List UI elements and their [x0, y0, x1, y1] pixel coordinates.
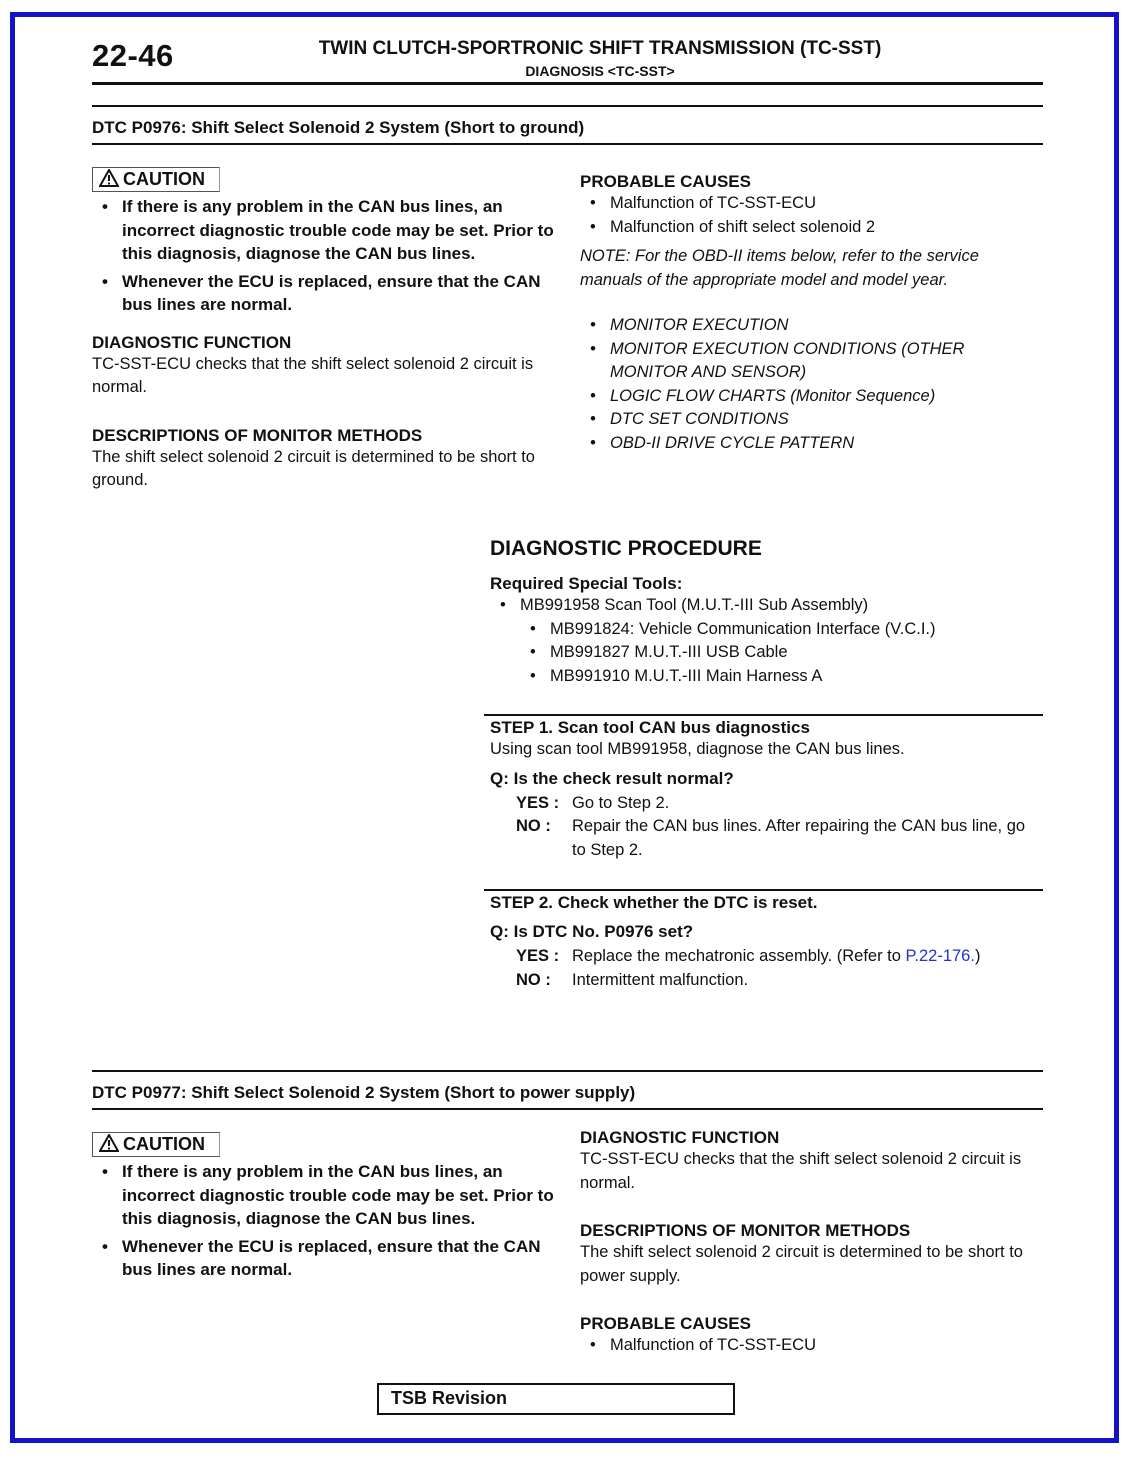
- tsb-revision-box: TSB Revision: [377, 1383, 735, 1415]
- step1-text: Using scan tool MB991958, diagnose the CAN bus lines.: [490, 740, 905, 758]
- dtc2-right-column: [580, 1128, 1042, 1358]
- dtc1-probable-list: [580, 192, 1042, 239]
- list-item: • MONITOR EXECUTION CONDITIONS (OTHER MONITOR AND SENSOR): [580, 338, 1042, 385]
- caution-text: CAUTION: [123, 1134, 205, 1154]
- dtc1-probable-heading: PROBABLE CAUSES: [580, 172, 751, 191]
- dtc2-caution-list: [92, 1160, 562, 1282]
- tools-heading: Required Special Tools:: [490, 574, 683, 593]
- dtc2-caution-label: [92, 1132, 220, 1157]
- dtc2-diag-function-text: TC-SST-ECU checks that the shift select solenoid 2 circuit is normal.: [580, 1150, 1022, 1192]
- header-rule: [92, 82, 1043, 85]
- list-item: • Malfunction of shift select solenoid 2: [580, 216, 1042, 240]
- page-header-title: TWIN CLUTCH-SPORTRONIC SHIFT TRANSMISSION (TC-SST): [318, 38, 882, 59]
- step1-rule: [484, 714, 1043, 716]
- step2: [490, 893, 1043, 992]
- list-item: • MONITOR EXECUTION: [580, 314, 1042, 338]
- list-item: • MB991824: Vehicle Communication Interface (V.C.I.): [520, 618, 1043, 642]
- dtc2-left-column: [92, 1132, 562, 1282]
- no-key: NO :: [516, 970, 551, 989]
- list-item: • Malfunction of TC-SST-ECU: [580, 1334, 1042, 1358]
- dtc2-diag-function-heading: DIAGNOSTIC FUNCTION: [580, 1128, 780, 1147]
- dtc1-diag-function-heading: DIAGNOSTIC FUNCTION: [92, 332, 292, 352]
- dtc1-caution-list: [92, 195, 562, 317]
- yes-text: Go to Step 2.: [572, 793, 670, 812]
- dtc1-monitor-text: The shift select solenoid 2 circuit is determined to be short to ground.: [92, 447, 535, 489]
- yes-text-tail: ): [974, 947, 981, 965]
- step1-question: Q: Is the check result normal?: [490, 768, 734, 788]
- dtc2-title: DTC P0977: Shift Select Solenoid 2 System (Short to power supply): [92, 1083, 636, 1102]
- list-item: • Whenever the ECU is replaced, ensure that the CAN bus lines are normal.: [92, 270, 562, 317]
- yes-text-main: Replace the mechatronic assembly. (Refer to: [572, 947, 906, 965]
- list-item: • Malfunction of TC-SST-ECU: [580, 192, 1042, 216]
- yes-key: YES :: [516, 793, 560, 812]
- list-item: • LOGIC FLOW CHARTS (Monitor Sequence): [580, 385, 1042, 409]
- list-item: • Whenever the ECU is replaced, ensure that the CAN bus lines are normal.: [92, 1235, 562, 1282]
- step1-title: STEP 1. Scan tool CAN bus diagnostics: [490, 718, 810, 737]
- step2-title: STEP 2. Check whether the DTC is reset.: [490, 893, 818, 912]
- yes-key: YES :: [516, 947, 560, 965]
- dtc2-top-rule: [92, 1070, 1043, 1072]
- procedure-heading: DIAGNOSTIC PROCEDURE: [490, 537, 762, 560]
- dtc1-obd-list: [580, 314, 1042, 455]
- dtc2-monitor-text: The shift select solenoid 2 circuit is determined to be short to power supply.: [580, 1243, 1023, 1285]
- yes-text: [572, 945, 1042, 969]
- list-item: • DTC SET CONDITIONS: [580, 408, 1042, 432]
- dtc2-probable-heading: PROBABLE CAUSES: [580, 1314, 751, 1333]
- step1-no: [516, 815, 1043, 862]
- dtc1-left-column: [92, 167, 562, 493]
- dtc2-probable-list: [580, 1334, 1042, 1358]
- tools-sub-list: [490, 618, 1043, 689]
- dtc1-note: NOTE: For the OBD-II items below, refer to the service manuals of the appropriate model and model year.: [580, 247, 979, 289]
- step2-question: Q: Is DTC No. P0976 set?: [490, 922, 694, 941]
- reference-link[interactable]: P.22-176.: [905, 947, 975, 965]
- dtc1-title: DTC P0976: Shift Select Solenoid 2 System (Short to ground): [92, 118, 585, 137]
- list-item: • MB991827 M.U.T.-III USB Cable: [520, 641, 1043, 665]
- list-item: • OBD-II DRIVE CYCLE PATTERN: [580, 432, 1042, 456]
- step1-yes: [516, 792, 1043, 816]
- no-text: Intermittent malfunction.: [572, 970, 749, 989]
- dtc2-bottom-rule: [92, 1108, 1043, 1110]
- tools-list: [490, 594, 1043, 618]
- dtc1-monitor-heading: DESCRIPTIONS OF MONITOR METHODS: [92, 425, 423, 445]
- step2-no: [516, 969, 1043, 993]
- dtc1-bottom-rule: [92, 143, 1043, 145]
- dtc1-caution-label: [92, 167, 220, 192]
- step2-rule: [484, 889, 1043, 891]
- step1: [490, 718, 1043, 862]
- dtc2-monitor-heading: DESCRIPTIONS OF MONITOR METHODS: [580, 1221, 911, 1240]
- step2-yes: [516, 945, 1043, 969]
- list-item: • MB991910 M.U.T.-III Main Harness A: [520, 665, 1043, 689]
- list-item: • If there is any problem in the CAN bus lines, an incorrect diagnostic trouble code may be set. Prior to this diagnosis, diagnose the CAN bus lines.: [92, 1160, 562, 1231]
- list-item: • MB991958 Scan Tool (M.U.T.-III Sub Assembly): [490, 594, 1043, 618]
- warning-triangle-icon: [99, 1134, 119, 1152]
- page-number: 22-46: [92, 38, 174, 73]
- page-header-subtitle: DIAGNOSIS <TC-SST>: [525, 63, 675, 79]
- dtc1-right-column: [580, 172, 1042, 455]
- no-key: NO :: [516, 817, 551, 835]
- diagnostic-procedure: [490, 537, 1043, 688]
- dtc1-top-rule: [92, 105, 1043, 107]
- warning-triangle-icon: [99, 169, 119, 187]
- list-item: • If there is any problem in the CAN bus lines, an incorrect diagnostic trouble code may be set. Prior to this diagnosis, diagnose the CAN bus lines.: [92, 195, 562, 266]
- dtc1-diag-function-text: TC-SST-ECU checks that the shift select solenoid 2 circuit is normal.: [92, 354, 534, 396]
- no-text: Repair the CAN bus lines. After repairing the CAN bus line, go to Step 2.: [572, 817, 1026, 859]
- caution-text: CAUTION: [123, 169, 205, 189]
